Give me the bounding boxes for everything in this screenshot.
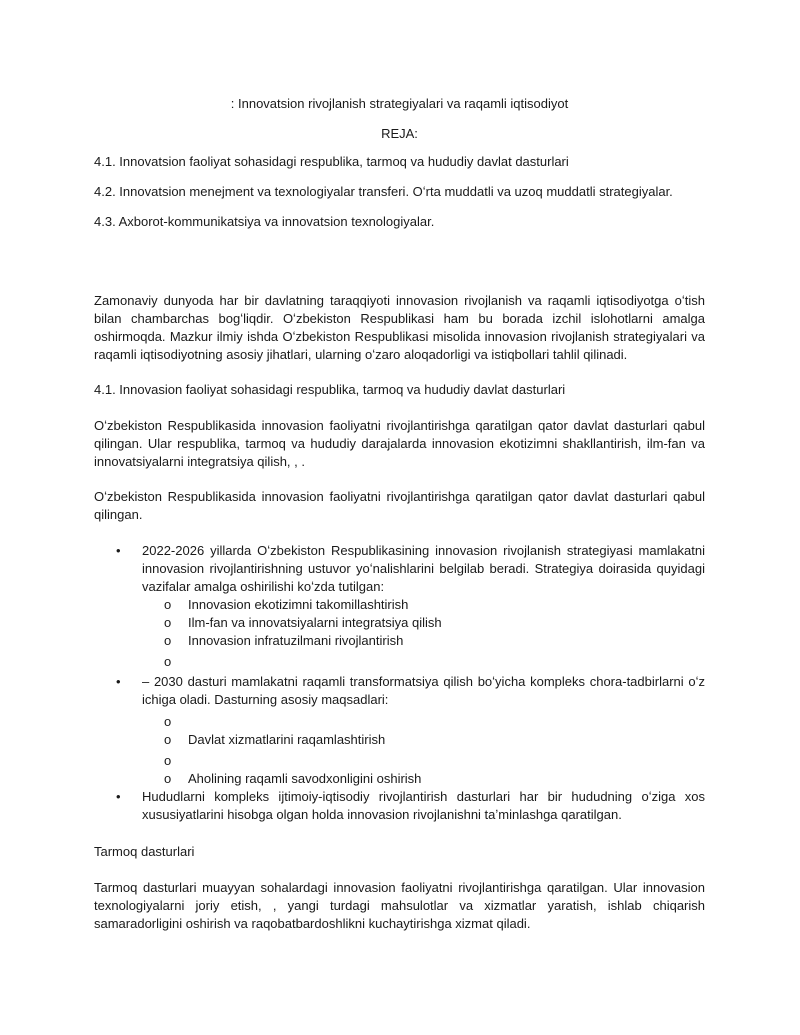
sub-bullet-icon: o (164, 714, 172, 729)
sub-bullet-icon: o (164, 633, 172, 648)
plan-item-3: 4.3. Axborot-kommunikatsiya va innovatsion texnologiyalar. (94, 214, 435, 229)
sub-item: o Innovasion infratuzilmani rivojlantirish (164, 633, 404, 648)
sub-item: o Ilm-fan va innovatsiyalarni integratsiya qilish (164, 615, 442, 630)
sub-bullet-icon: o (164, 771, 172, 786)
section-heading-4-1: 4.1. Innovasion faoliyat sohasidagi respublika, tarmoq va hududiy davlat dasturlari (94, 382, 566, 397)
bullet-item-2 (94, 673, 705, 788)
sub-bullet-icon: o (164, 615, 172, 630)
sub-item: o Innovasion ekotizimni takomillashtirish (164, 597, 409, 612)
sub-list-2 (142, 713, 705, 788)
paragraph-3: Tarmoq dasturlari muayyan sohalardagi innovasion faoliyatni rivojlantirishga qaratilgan. Ular innovasion texnologiyalarni joriy etish, , yangi turdagi mahsulotlar va xizmatlar yaratish, ishlab chiqarish samaradorligini oshirish va raqobatbardoshlikni kuchaytirishga xizmat qiladi. (94, 880, 705, 931)
sub-bullet-icon: o (164, 597, 172, 612)
bullet-icon: • (116, 789, 121, 804)
sub-item (142, 752, 705, 770)
bullet-item-1-text: 2022-2026 yillarda Oʻzbekiston Respublikasining innovasion rivojlanish strategiyasi mamlakatni innovasion rivojlantirishning ustuvor yoʻnalishlarini belgilab beradi. Strategiya doirasida quyidagi vazifalar amalga oshirilishi koʻzda tutilgan: (142, 543, 705, 594)
sub-bullet-icon: o (164, 654, 172, 669)
plan-item-1: 4.1. Innovatsion faoliyat sohasidagi respublika, tarmoq va hududiy davlat dasturlari (94, 154, 569, 169)
bullet-item-3 (94, 788, 705, 824)
bullet-item-2-text: – 2030 dasturi mamlakatni raqamli transformatsiya qilish boʻyicha kompleks chora-tadbirlarni oʻz ichiga oladi. Dasturning asosiy maqsadlari: (142, 674, 705, 707)
sub-item (142, 713, 705, 731)
sub-item: o Davlat xizmatlarini raqamlashtirish (164, 732, 386, 747)
plan-heading: REJA: (381, 126, 418, 141)
bullet-icon: • (116, 674, 121, 689)
plan-item-2: 4.2. Innovatsion menejment va texnologiyalar transferi. Oʻrta muddatli va uzoq muddatli strategiyalar. (94, 184, 673, 199)
sub-item (142, 653, 705, 671)
sub-list-1 (142, 596, 705, 671)
paragraph-1: Oʻzbekiston Respublikasida innovasion faoliyatni rivojlantirishga qaratilgan qator davlat dasturlari qabul qilingan. Ular respublika, tarmoq va hududiy darajalarda innovasion ekotizimni shakllantirish, ilm-fan va innovatsiyalarni integratsiya qilish, , . (94, 418, 705, 469)
bullet-icon: • (116, 543, 121, 558)
section-heading-tarmoq: Tarmoq dasturlari (94, 844, 195, 859)
sub-bullet-icon: o (164, 753, 172, 768)
document-title: : Innovatsion rivojlanish strategiyalari va raqamli iqtisodiyot (230, 96, 569, 111)
bullet-item-3-text: Hududlarni kompleks ijtimoiy-iqtisodiy rivojlantirish dasturlari har bir hududning oʻziga xos xususiyatlarini hisobga olgan holda innovasion rivojlanishni taʼminlashga qaratilgan. (142, 789, 705, 822)
bullet-item-1 (94, 542, 705, 671)
intro-paragraph: Zamonaviy dunyoda har bir davlatning taraqqiyoti innovasion rivojlanish va raqamli iqtisodiyotga oʻtish bilan chambarchas bogʻliqdir. Oʻzbekiston Respublikasi ham bu borada izchil islohotlarni amalga oshirmoqda. Mazkur ilmiy ishda Oʻzbekiston Respublikasi misolida innovasion rivojlanish strategiyalari va raqamli iqtisodiyotning asosiy jihatlari, ularning oʻzaro aloqadorligi va istiqbollari tahlil qilinadi. (94, 293, 705, 362)
bullet-list (94, 542, 705, 824)
sub-item: o Aholining raqamli savodxonligini oshirish (164, 771, 422, 786)
sub-bullet-icon: o (164, 732, 172, 747)
paragraph-2: Oʻzbekiston Respublikasida innovasion faoliyatni rivojlantirishga qaratilgan qator davlat dasturlari qabul qilingan. (94, 489, 705, 522)
